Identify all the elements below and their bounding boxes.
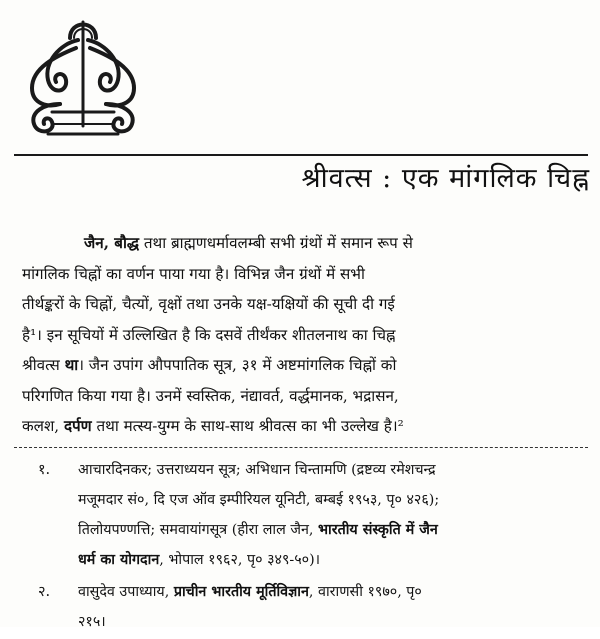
footnote-1 — [22, 455, 588, 575]
footnote-rule — [14, 447, 588, 448]
shrivatsa-symbol-icon — [8, 8, 158, 148]
footnote-line: २१५। — [78, 614, 106, 630]
body-line: मांगलिक चिह्नों का वर्णन पाया गया है। विभिन्न जैन ग्रंथों में सभी — [22, 264, 365, 283]
footnote-number: १. — [38, 462, 51, 478]
footnote-2 — [22, 577, 588, 637]
header-rule — [14, 154, 588, 156]
footnote-line: आचारदिनकर; उत्तराध्ययन सूत्र; अभिधान चिन्तामणि (द्रष्टव्य रमेशचन्द्र — [78, 462, 436, 478]
footnote-line: मजूमदार सं०, दि एज ऑव इम्पीरियल यूनिटी, बम्बई १९५३, पृ० ४२६); — [78, 492, 440, 508]
footnotes — [22, 455, 588, 639]
page-title: श्रीवत्स : एक मांगलिक चिह्न — [301, 163, 590, 194]
body-paragraph — [22, 228, 584, 442]
footnote-line: वासुदेव उपाध्याय, प्राचीन भारतीय मूर्तिविज्ञान, वाराणसी १९७०, पृ० — [78, 584, 422, 600]
body-line: श्रीवत्स था। जैन उपांग औपपातिक सूत्र, ३१ में अष्टमांगलिक चिह्नों को — [22, 356, 397, 374]
body-line: तीर्थङ्करों के चिह्नों, चैत्यों, वृक्षों तथा उनके यक्ष-यक्षियों की सूची दी गई — [22, 295, 395, 313]
body-line: परिगणित किया गया है। उनमें स्वस्तिक, नंद्यावर्त, वर्द्धमानक, भद्रासन, — [22, 386, 399, 405]
body-line: जैन, बौद्ध तथा ब्राह्मणधर्मावलम्बी सभी ग्रंथों में समान रूप से — [84, 234, 413, 252]
footnote-number: २. — [38, 584, 51, 600]
body-line: है¹। इन सूचियों में उल्लिखित है कि दसवें तीर्थंकर शीतलनाथ का चिह्न — [22, 325, 396, 344]
body-line: कलश, दर्पण तथा मत्स्य-युग्म के साथ-साथ श्रीवत्स का भी उल्लेख है।² — [22, 417, 404, 435]
footnote-line: तिलोयपण्णत्ति; समवायांगसूत्र (हीरा लाल जैन, भारतीय संस्कृति में जैन — [78, 522, 438, 538]
footnote-line: धर्म का योगदान, भोपाल १९६२, पृ० ३४९-५०)। — [78, 552, 321, 568]
